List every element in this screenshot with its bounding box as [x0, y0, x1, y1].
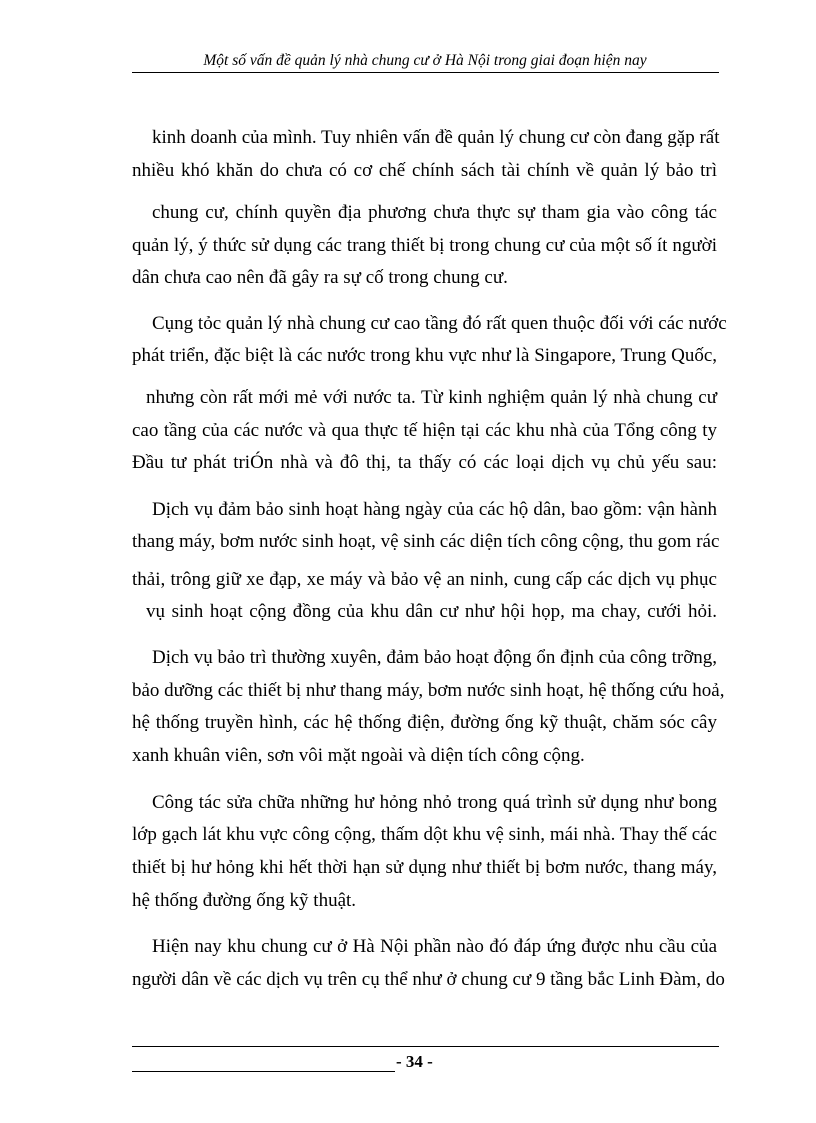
body-line: cao tầng của các nước và qua thực tế hiện tại các khu nhà của Tổng công ty [132, 420, 717, 441]
body-line: kinh doanh của mình. Tuy nhiên vấn đề quản lý chung cư còn đang gặp rất [152, 127, 720, 148]
body-line: chung cư, chính quyền địa phương chưa thực sự tham gia vào công tác [152, 202, 717, 223]
body-line: Hiện nay khu chung cư ở Hà Nội phần nào đó đáp ứng được nhu cầu của [152, 936, 717, 957]
footer-rule-top [132, 1046, 719, 1047]
body-line: Dịch vụ bảo trì thường xuyên, đảm bảo hoạt động ổn định của công trỡng, [152, 647, 717, 668]
body-line: dân chưa cao nên đã gây ra sự cố trong chung cư. [132, 267, 508, 288]
body-line: bảo dưỡng các thiết bị như thang máy, bơm nước sinh hoạt, hệ thống cứu hoả, [132, 680, 725, 701]
running-header: Một số vấn đề quản lý nhà chung cư ở Hà Nội trong giai đoạn hiện nay [203, 52, 647, 69]
body-line: lớp gạch lát khu vực công cộng, thấm dột khu vệ sinh, mái nhà. Thay thế các [132, 824, 717, 845]
body-line: quản lý, ý thức sử dụng các trang thiết bị trong chung cư của một số ít người [132, 235, 717, 256]
body-line: phát triển, đặc biệt là các nước trong khu vực như là Singapore, Trung Quốc, [132, 345, 717, 366]
body-line: người dân về các dịch vụ trên cụ thể như ở chung cư 9 tầng bắc Linh Đàm, do [132, 969, 725, 990]
body-line: thải, trông giữ xe đạp, xe máy và bảo vệ an ninh, cung cấp các dịch vụ phục [132, 569, 717, 590]
body-line: Công tác sửa chữa những hư hỏng nhỏ trong quá trình sử dụng như bong [152, 792, 717, 813]
body-line: Đầu tư phát triÓn nhà và đô thị, ta thấy có các loại dịch vụ chủ yếu sau: [132, 452, 717, 473]
body-line: hệ thống đường ống kỹ thuật. [132, 890, 357, 911]
body-line: xanh khuân viên, sơn vôi mặt ngoài và diện tích công cộng. [132, 745, 585, 766]
body-line: hệ thống truyền hình, các hệ thống điện, đường ống kỹ thuật, chăm sóc cây [132, 712, 717, 733]
body-line: Dịch vụ đảm bảo sinh hoạt hàng ngày của các hộ dân, bao gồm: vận hành [152, 499, 717, 520]
header-rule [132, 72, 719, 73]
page-number: - 34 - [396, 1052, 433, 1071]
footer-rule-bottom [132, 1071, 395, 1072]
body-line: Cụng tỏc quản lý nhà chung cư cao tầng đó rất quen thuộc đối với các nước [152, 313, 727, 334]
body-line: nhưng còn rất mới mẻ với nước ta. Từ kinh nghiệm quản lý nhà chung cư [146, 387, 717, 408]
body-line: vụ sinh hoạt cộng đồng của khu dân cư như hội họp, ma chay, cưới hỏi. [146, 601, 717, 622]
body-line: thang máy, bơm nước sinh hoạt, vệ sinh các diện tích công cộng, thu gom rác [132, 531, 720, 552]
body-line: nhiều khó khăn do chưa có cơ chế chính sách tài chính về quản lý bảo trì [132, 160, 717, 181]
body-line: thiết bị hư hỏng khi hết thời hạn sử dụng như thiết bị bơm nước, thang máy, [132, 857, 717, 878]
